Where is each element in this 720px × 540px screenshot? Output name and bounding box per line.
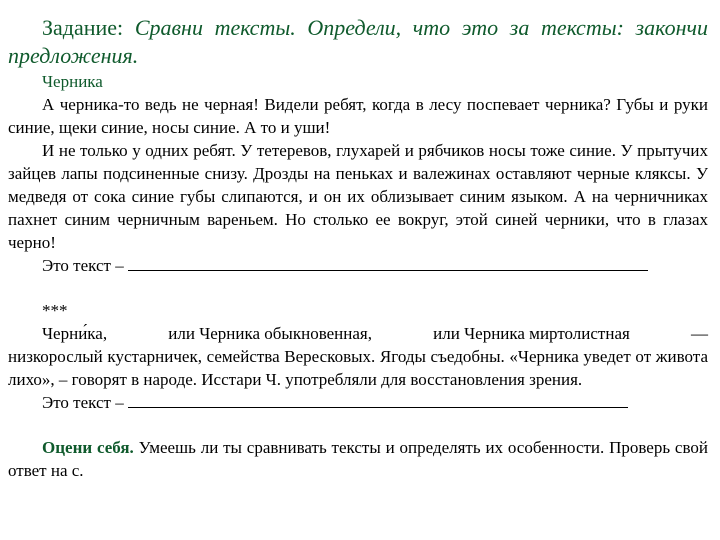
task-statement	[8, 14, 708, 70]
text-one-answer-line	[8, 254, 708, 277]
text-two-definition: низкорослый кустарничек, семейства Вересковых. Ягоды съедобны. «Черника уведет от живота лихо», – говорят в народе. Исстари Ч. употребляли для восстановления зрения.	[8, 347, 708, 389]
text-two-dash: —	[691, 324, 708, 343]
spacer	[8, 414, 708, 436]
spacer	[8, 277, 708, 299]
text-two-answer-line	[8, 391, 708, 414]
text-two-first-line	[8, 322, 708, 345]
text-two	[8, 299, 708, 414]
text-two-alt-name-1: или Черника обыкновенная,	[168, 324, 372, 343]
text-one-paragraph-2: И не только у одних ребят. У тетеревов, глухарей и рябчиков носы тоже синие. У прытучих зайцев лапы подсиненные снизу. Дрозды на пеньках и валежинах оставляют черные кляксы. У медведя от сока синие губы слипаются, и он их облизывает синим языком. А на черничниках пахнет синим черничным вареньем. Но столько ее вокруг, этой синей черники, что в глазах черно!	[8, 141, 708, 252]
text-two-alt-name-2: или Черника миртолистная	[433, 324, 630, 343]
separator-stars: ***	[42, 301, 68, 320]
text-one-answer-blank[interactable]	[128, 254, 648, 271]
text-two-answer-prompt: Это текст –	[42, 393, 124, 412]
text-one-title: Черника	[42, 72, 103, 91]
self-check-paragraph	[8, 436, 708, 482]
task-text: Сравни тексты. Определи, что это за тексты: закончи предложения.	[8, 15, 708, 68]
text-one-answer-prompt: Это текст –	[42, 256, 124, 275]
self-check-text: Умеешь ли ты сравнивать тексты и определять их особенности. Проверь свой ответ на с.	[8, 438, 708, 480]
task-label: Задание:	[42, 15, 124, 40]
text-two-term: Черни́ка,	[42, 324, 108, 343]
self-check-label: Оцени себя.	[42, 438, 134, 457]
text-one	[8, 70, 708, 277]
self-check	[8, 436, 708, 482]
text-one-paragraph-1: А черника-то ведь не черная! Видели ребят, когда в лесу поспевает черника? Губы и руки синие, щеки синие, носы синие. А то и уши!	[8, 95, 708, 137]
text-two-answer-blank[interactable]	[128, 391, 628, 408]
